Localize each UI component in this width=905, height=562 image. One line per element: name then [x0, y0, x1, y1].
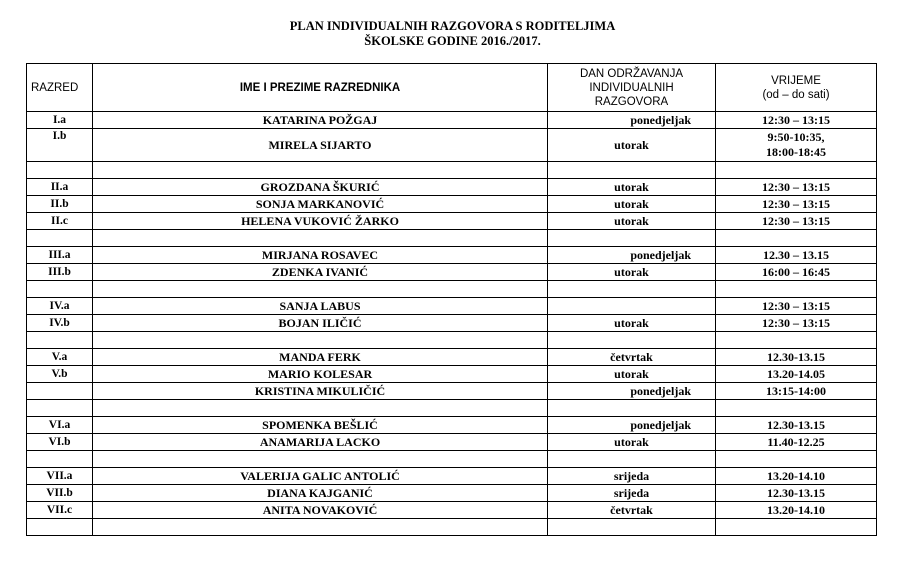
razred-cell: II.a — [27, 179, 93, 196]
dan-cell: ponedjeljak — [548, 383, 716, 400]
document-subtitle: ŠKOLSKE GODINE 2016./2017. — [364, 34, 541, 48]
ime-cell: ANITA NOVAKOVIĆ — [93, 502, 548, 519]
razred-cell: IV.a — [27, 298, 93, 315]
empty-cell — [27, 519, 93, 536]
empty-cell — [548, 281, 716, 298]
document-title: PLAN INDIVIDUALNIH RAZGOVORA S RODITELJIMA — [289, 19, 616, 33]
razred-cell: II.b — [27, 196, 93, 213]
empty-cell — [716, 400, 877, 417]
table-row — [27, 179, 877, 196]
razred-cell: VII.a — [27, 468, 93, 485]
header-vrijeme-line2: (od – do sati) — [762, 88, 830, 101]
razred-cell: VI.b — [27, 434, 93, 451]
vrijeme-cell: 13:15-14:00 — [716, 383, 877, 400]
schedule-table — [26, 63, 877, 536]
ime-cell: KATARINA POŽGAJ — [93, 112, 548, 129]
vrijeme-cell: 13.20-14.05 — [716, 366, 877, 383]
dan-cell: srijeda — [548, 485, 716, 502]
table-row — [27, 298, 877, 315]
ime-cell: SPOMENKA BEŠLIĆ — [93, 417, 548, 434]
dan-cell: četvrtak — [548, 349, 716, 366]
vrijeme-cell: 12:30 – 13:15 — [716, 213, 877, 230]
ime-cell: HELENA VUKOVIĆ ŽARKO — [93, 213, 548, 230]
ime-cell: GROZDANA ŠKURIĆ — [93, 179, 548, 196]
empty-cell — [93, 400, 548, 417]
razred-cell — [27, 383, 93, 400]
header-vrijeme — [716, 64, 877, 112]
empty-cell — [548, 332, 716, 349]
empty-cell — [93, 451, 548, 468]
razred-cell: III.a — [27, 247, 93, 264]
vrijeme-cell: 12:30 – 13:15 — [716, 298, 877, 315]
ime-cell: DIANA KAJGANIĆ — [93, 485, 548, 502]
table-row — [27, 383, 877, 400]
empty-cell — [27, 230, 93, 247]
razred-cell: VI.a — [27, 417, 93, 434]
table-row — [27, 129, 877, 162]
empty-cell — [27, 400, 93, 417]
razred-cell: I.a — [27, 112, 93, 129]
ime-cell: MARIO KOLESAR — [93, 366, 548, 383]
ime-cell: ZDENKA IVANIĆ — [93, 264, 548, 281]
razred-cell: I.b — [27, 129, 93, 162]
vrijeme-cell: 13.20-14.10 — [716, 502, 877, 519]
empty-cell — [27, 332, 93, 349]
vrijeme-cell: 12:30 – 13:15 — [716, 179, 877, 196]
ime-cell: MIRJANA ROSAVEC — [93, 247, 548, 264]
dan-cell: ponedjeljak — [548, 247, 716, 264]
table-row — [27, 468, 877, 485]
ime-cell: SONJA MARKANOVIĆ — [93, 196, 548, 213]
empty-cell — [716, 162, 877, 179]
table-row — [27, 485, 877, 502]
spacer-row — [27, 162, 877, 179]
razred-cell: II.c — [27, 213, 93, 230]
header-ime: IME I PREZIME RAZREDNIKA — [93, 64, 548, 112]
razred-cell: V.a — [27, 349, 93, 366]
spacer-row — [27, 230, 877, 247]
table-row — [27, 502, 877, 519]
dan-cell: utorak — [548, 434, 716, 451]
header-razred: RAZRED — [27, 64, 93, 112]
empty-cell — [27, 281, 93, 298]
empty-cell — [548, 519, 716, 536]
razred-cell: VII.c — [27, 502, 93, 519]
ime-cell: VALERIJA GALIC ANTOLIĆ — [93, 468, 548, 485]
ime-cell: MIRELA SIJARTO — [93, 129, 548, 162]
empty-cell — [27, 162, 93, 179]
table-row — [27, 417, 877, 434]
vrijeme-cell: 13.20-14.10 — [716, 468, 877, 485]
vrijeme-cell: 16:00 – 16:45 — [716, 264, 877, 281]
empty-cell — [548, 400, 716, 417]
header-dan-line3: RAZGOVORA — [594, 95, 669, 108]
dan-cell: utorak — [548, 264, 716, 281]
empty-cell — [716, 332, 877, 349]
razred-cell: V.b — [27, 366, 93, 383]
dan-cell — [548, 298, 716, 315]
vrijeme-cell: 12:30 – 13:15 — [716, 315, 877, 332]
header-vrijeme-line1: VRIJEME — [771, 74, 821, 87]
razred-cell: IV.b — [27, 315, 93, 332]
dan-cell: utorak — [548, 129, 716, 162]
empty-cell — [548, 230, 716, 247]
table-row — [27, 112, 877, 129]
vrijeme-cell: 12:30 – 13:15 — [716, 196, 877, 213]
header-dan-line1: DAN ODRŽAVANJA — [579, 67, 684, 80]
spacer-row — [27, 281, 877, 298]
ime-cell: MANDA FERK — [93, 349, 548, 366]
razred-cell: VII.b — [27, 485, 93, 502]
dan-cell: srijeda — [548, 468, 716, 485]
table-row — [27, 247, 877, 264]
table-row — [27, 366, 877, 383]
vrijeme-cell: 12.30 – 13.15 — [716, 247, 877, 264]
empty-cell — [548, 451, 716, 468]
ime-cell: SANJA LABUS — [93, 298, 548, 315]
empty-cell — [716, 451, 877, 468]
empty-cell — [93, 519, 548, 536]
dan-cell: utorak — [548, 213, 716, 230]
empty-cell — [548, 162, 716, 179]
empty-cell — [27, 451, 93, 468]
vrijeme-cell: 12.30-13.15 — [716, 485, 877, 502]
empty-cell — [93, 332, 548, 349]
header-dan-line2: INDIVIDUALNIH — [589, 81, 674, 94]
vrijeme-cell: 12.30-13.15 — [716, 349, 877, 366]
header-row — [27, 64, 877, 112]
empty-cell — [716, 519, 877, 536]
table-row — [27, 349, 877, 366]
table-row — [27, 196, 877, 213]
vrijeme-line1: 9:50-10:35, — [767, 130, 825, 144]
dan-cell: utorak — [548, 196, 716, 213]
header-dan — [548, 64, 716, 112]
dan-cell: četvrtak — [548, 502, 716, 519]
dan-cell: utorak — [548, 179, 716, 196]
spacer-row — [27, 519, 877, 536]
empty-cell — [93, 281, 548, 298]
spacer-row — [27, 400, 877, 417]
ime-cell: BOJAN ILIČIĆ — [93, 315, 548, 332]
empty-cell — [93, 230, 548, 247]
table-row — [27, 434, 877, 451]
razred-cell: III.b — [27, 264, 93, 281]
dan-cell: ponedjeljak — [548, 417, 716, 434]
table-row — [27, 315, 877, 332]
ime-cell: ANAMARIJA LACKO — [93, 434, 548, 451]
dan-cell: utorak — [548, 315, 716, 332]
vrijeme-line2: 18:00-18:45 — [766, 145, 826, 159]
dan-cell: utorak — [548, 366, 716, 383]
vrijeme-cell: 11.40-12.25 — [716, 434, 877, 451]
dan-cell: ponedjeljak — [548, 112, 716, 129]
vrijeme-cell — [716, 129, 877, 162]
spacer-row — [27, 451, 877, 468]
spacer-row — [27, 332, 877, 349]
table-row — [27, 264, 877, 281]
vrijeme-cell: 12.30-13.15 — [716, 417, 877, 434]
empty-cell — [716, 230, 877, 247]
ime-cell: KRISTINA MIKULIČIĆ — [93, 383, 548, 400]
empty-cell — [93, 162, 548, 179]
vrijeme-cell: 12:30 – 13:15 — [716, 112, 877, 129]
table-row — [27, 213, 877, 230]
empty-cell — [716, 281, 877, 298]
